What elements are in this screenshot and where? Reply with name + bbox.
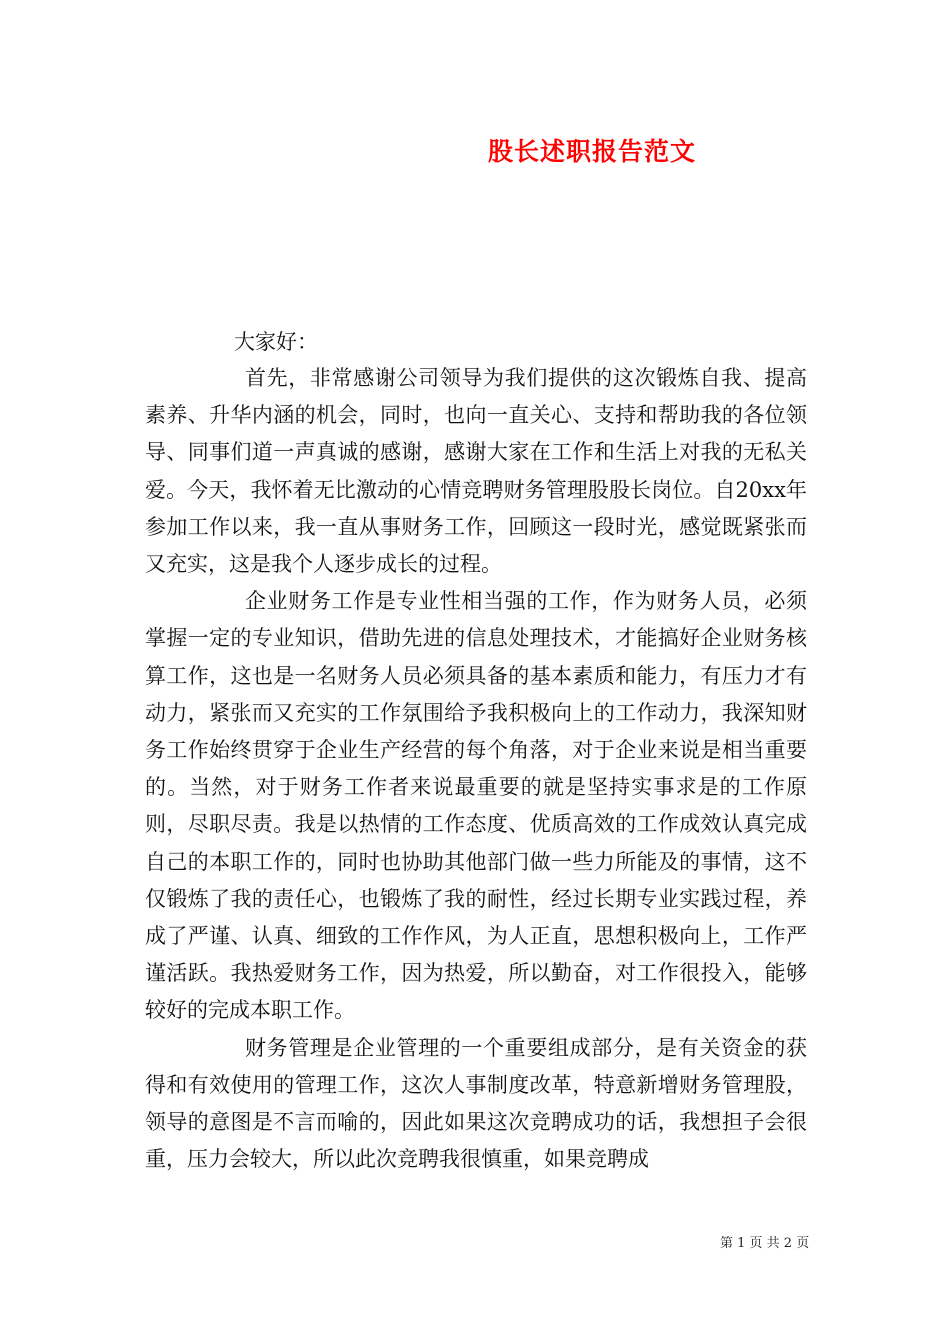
document-title: 股长述职报告范文 <box>488 137 697 166</box>
paragraph-1: 首先，非常感谢公司领导为我们提供的这次锻炼自我、提高素养、升华内涵的机会，同时，也向一直关心、支持和帮助我的各位领导、同事们道一声真诚的感谢，感谢大家在工作和生活上对我的无私关爱。今天，我怀着无比激动的心情竞聘财务管理股股长岗位。自20xx年参加工作以来，我一直从事财务工作，回顾这一段时光，感觉既紧张而又充实，这是我个人逐步成长的过程。 <box>145 366 807 577</box>
paragraph-2: 企业财务工作是专业性相当强的工作，作为财务人员，必须掌握一定的专业知识，借助先进的信息处理技术，才能搞好企业财务核算工作，这也是一名财务人员必须具备的基本素质和能力，有压力才有动力，紧张而又充实的工作氛围给予我积极向上的工作动力，我深知财务工作始终贯穿于企业生产经营的每个角落，对于企业来说是相当重要的。当然，对于财务工作者来说最重要的就是坚持实事求是的工作原则，尽职尽责。我是以热情的工作态度、优质高效的工作成效认真完成自己的本职工作的，同时也协助其他部门做一些力所能及的事情，这不仅锻炼了我的责任心，也锻炼了我的耐性，经过长期专业实践过程，养成了严谨、认真、细致的工作作风，为人正直，思想积极向上，工作严谨活跃。我热爱财务工作，因为热爱，所以勤奋，对工作很投入，能够较好的完成本职工作。 <box>145 589 807 1023</box>
document-body <box>145 360 807 1178</box>
page-footer: 第 1 页 共 2 页 <box>720 1236 810 1251</box>
paragraph-3: 财务管理是企业管理的一个重要组成部分，是有关资金的获得和有效使用的管理工作，这次人事制度改革，特意新增财务管理股，领导的意图是不言而喻的，因此如果这次竞聘成功的话，我想担子会很重，压力会较大，所以此次竞聘我很慎重，如果竞聘成 <box>145 1035 807 1172</box>
greeting: 大家好： <box>234 330 318 354</box>
